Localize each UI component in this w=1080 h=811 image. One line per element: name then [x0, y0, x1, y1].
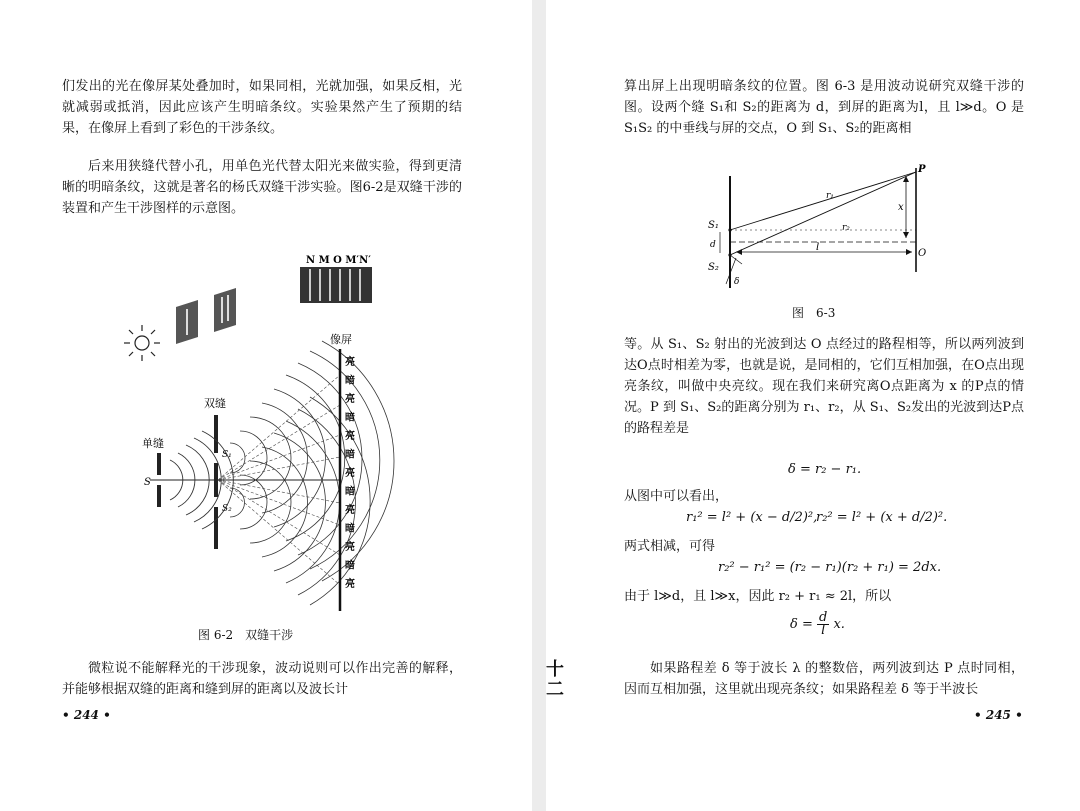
screen-label: 像屏: [330, 333, 352, 346]
fraction-denominator: l: [821, 623, 826, 638]
figure-6-2-caption: 图 6-2 双缝干涉: [198, 628, 294, 642]
equation-delta-result: [790, 612, 845, 637]
left-paragraph-3: 微粒说不能解释光的干涉现象，波动说则可以作出完善的解释，并能够根据双缝的距离和缝到屏的距离以及波长计: [62, 661, 462, 697]
s1-label: S₁: [708, 220, 719, 231]
d-label: d: [710, 240, 716, 250]
point-p-label: P: [918, 164, 926, 175]
source-s-label: S: [144, 477, 151, 488]
slit-s2-label: S₂: [222, 504, 232, 514]
left-page-number: • 244 •: [62, 708, 111, 722]
equation-path-difference: δ = r₂ − r₁.: [788, 462, 862, 477]
fringe-label: 暗: [345, 486, 355, 498]
right-paragraph-1: 算出屏上出现明暗条纹的位置。图 6-3 是用波动说研究双缝干涉的图。设两个缝 S₁和 S₂的距离为 d，到屏的距离为l，且 l≫d。O 是 S₁S₂ 的中垂线与屏的交点，O 到 S₁、S₂的距离相: [624, 79, 1024, 136]
point-o-label: O: [918, 248, 927, 259]
right-paragraph-3: 如果路程差 δ 等于波长 λ 的整数倍，两列波到达 P 点时同相，因而互相加强，这里就出现亮条纹；如果路程差 δ 等于半波长: [624, 661, 1024, 697]
equation-r1-squared: r₁² = l² + (x − d/2)²,: [686, 510, 818, 525]
text-from-figure: 从图中可以看出，: [624, 489, 729, 504]
fraction-d-over-l: [817, 612, 829, 637]
delta-label: δ: [734, 277, 740, 287]
fringe-label: 暗: [345, 523, 355, 535]
slit-s1-label: S₁: [222, 450, 232, 460]
figure-6-2-double-slit: [100, 245, 430, 625]
double-slit-plate: [214, 288, 236, 332]
fringe-label: 暗: [345, 449, 355, 461]
single-slit-label: 单缝: [142, 437, 164, 450]
left-paragraph-1: 们发出的光在像屏某处叠加时，如果同相，光就加强，如果反相，光就减弱或抵消，因此应该产生明暗条纹。实验果然产生了预期的结果，在像屏上看到了彩色的干涉条纹。: [62, 79, 462, 136]
fringe-label: 亮: [345, 542, 355, 553]
fringe-label: 亮: [345, 505, 355, 516]
fraction-numerator: d: [819, 610, 828, 625]
fringe-label: 暗: [345, 560, 355, 572]
s2-label: S₂: [708, 262, 719, 273]
fringe-label: 亮: [345, 394, 355, 405]
delta-result-rhs: x.: [833, 617, 845, 632]
sun-icon: [124, 325, 160, 361]
fringe-label: 亮: [345, 468, 355, 479]
fringe-label: 亮: [345, 431, 355, 442]
fringe-label: 暗: [345, 412, 355, 424]
l-label: l: [816, 242, 820, 253]
text-subtract: 两式相减，可得: [624, 539, 716, 554]
screen-letters-label: N M O M′N′: [306, 255, 371, 266]
equation-difference-of-squares: r₂² − r₁² = (r₂ − r₁)(r₂ + r₁) = 2dx.: [718, 560, 942, 575]
r1-label: r₁: [826, 191, 834, 201]
right-paragraph-2: 等。从 S₁、S₂ 射出的光波到达 O 点经过的路程相等，所以两列波到达O点时相差为零，也就是说，是同相的，它们互相加强，在O点出现亮条纹，叫做中央亮纹。现在我们来研究离O点距离为 x 的P点的情况。P 到 S₁、S₂的距离分别为 r₁、r₂，从 S₁、S₂发出的光波到达P点的路程差是: [624, 337, 1024, 436]
fringe-label: 亮: [345, 357, 355, 368]
equation-r2-squared: r₂² = l² + (x + d/2)².: [816, 510, 948, 525]
double-slit-label: 双缝: [204, 397, 226, 410]
gutter-mark: 十二: [546, 659, 564, 700]
x-label: x: [898, 202, 904, 213]
text-approximation: 由于 l≫d，且 l≫x，因此 r₂ + r₁ ≈ 2l，所以: [624, 589, 892, 604]
fringe-label: 暗: [345, 375, 355, 387]
figure-6-3-caption: 图 6-3: [792, 306, 836, 320]
figure-6-3-path-difference: [706, 160, 946, 300]
r2-label: r₂: [842, 223, 850, 233]
left-page: [0, 0, 532, 811]
right-page: [546, 0, 1080, 811]
right-page-number: • 245 •: [974, 708, 1023, 722]
fringe-label: 亮: [345, 579, 355, 590]
left-paragraph-2: 后来用狭缝代替小孔，用单色光代替太阳光来做实验，得到更清晰的明暗条纹，这就是著名的杨氏双缝干涉实验。图6-2是双缝干涉的装置和产生干涉图样的示意图。: [62, 159, 462, 216]
book-gutter: [532, 0, 546, 811]
delta-result-lhs: δ =: [790, 617, 813, 632]
